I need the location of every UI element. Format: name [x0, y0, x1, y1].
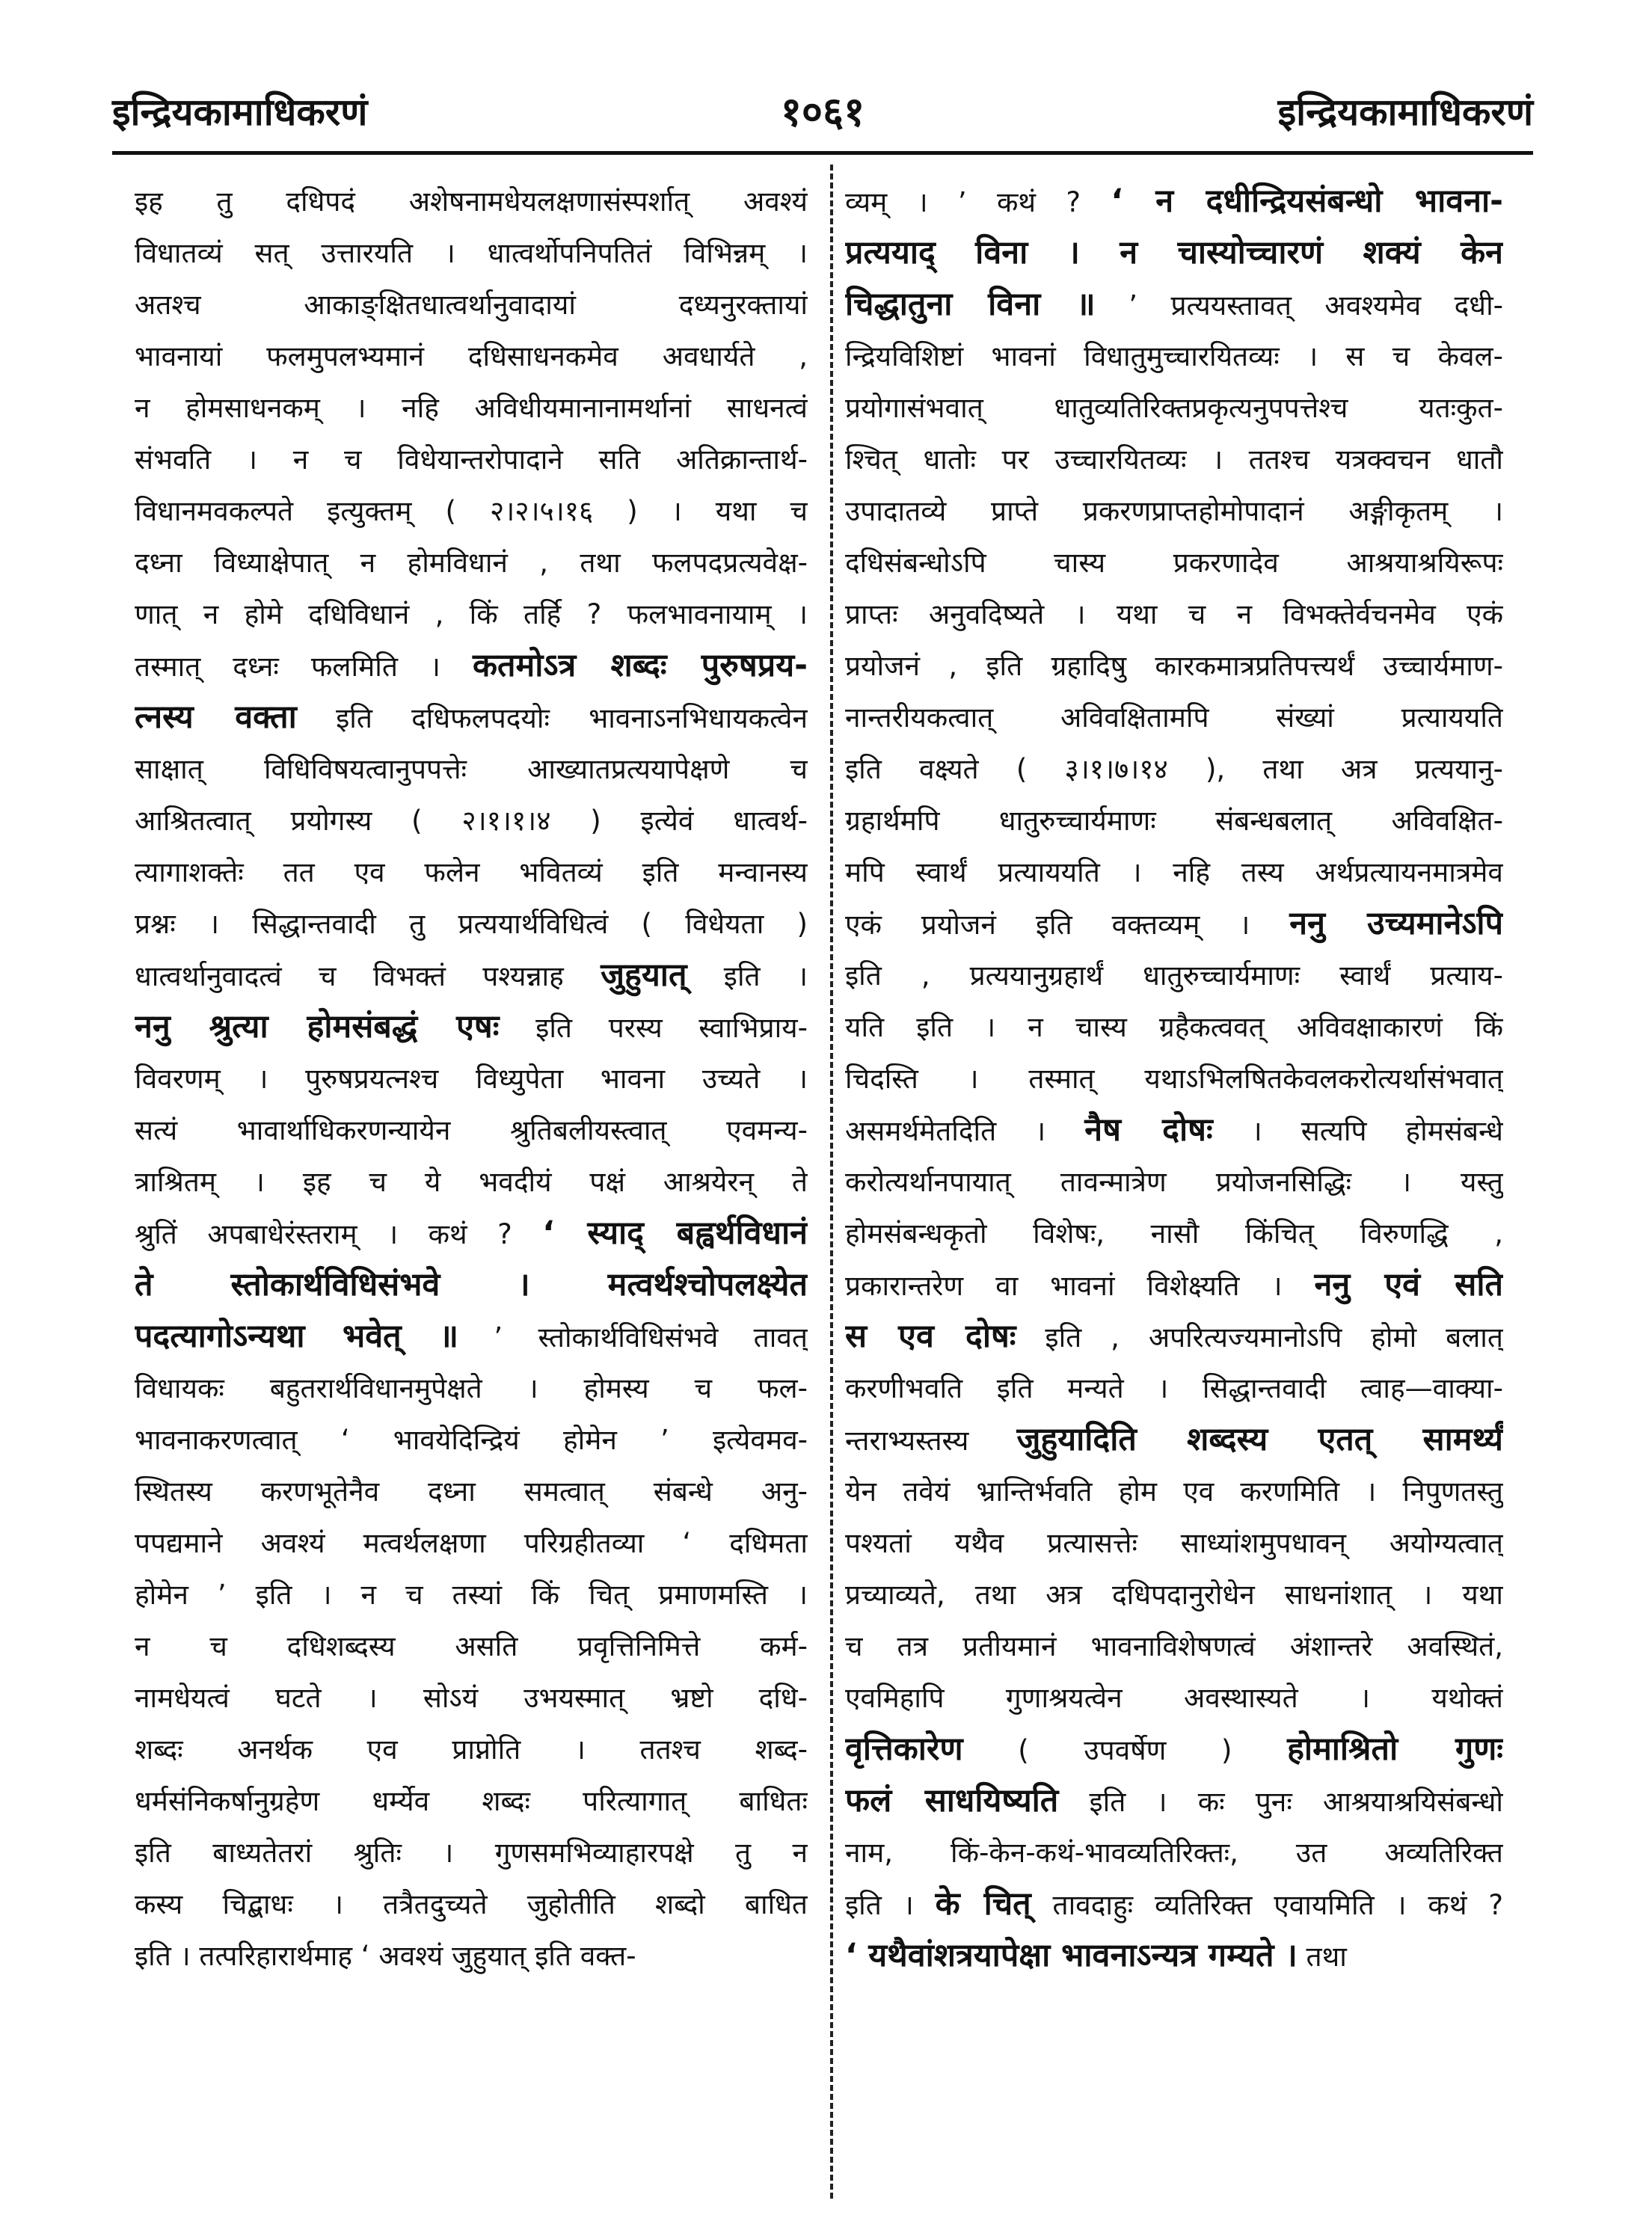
text-segment: न होमसाधनकम् । नहि अविधीयमानानामर्थानां साधनत्वं [135, 392, 808, 424]
text-segment: ग्रहार्थमपि धातुरुच्चार्यमाणः संबन्धबलात् अविवक्षित- [845, 805, 1503, 837]
text-segment: यति इति । न चास्य ग्रहैकत्ववत् अविवक्षाकारणं किं [845, 1011, 1503, 1043]
bold-text: प्रत्ययाद् विना । न चास्योच्चारणं शक्यं केन [845, 234, 1503, 271]
right-column [845, 176, 1503, 2195]
text-segment: स्थितस्य करणभूतेनैव दध्ना समत्वात् संबन्धे अनु- [135, 1475, 808, 1508]
text-line [845, 743, 1503, 795]
text-segment: आश्रितत्वात् प्रयोगस्य ( २।१।१।४ ) इत्येवं धात्वर्थ- [135, 805, 808, 837]
text-line [135, 1053, 808, 1105]
text-line [135, 1001, 808, 1053]
text-line [135, 1466, 808, 1517]
text-segment: विधानमवकल्पते इत्युक्तम् ( २।२।५।१६ ) । यथा च [135, 495, 808, 527]
text-segment: धर्मसंनिकर्षानुग्रहेण धर्म्येव शब्दः परित्यागात् बाधितः [135, 1785, 808, 1817]
text-line [845, 227, 1503, 279]
bold-text: ‘ स्याद् बह्वर्थविधानं [542, 1214, 808, 1252]
text-segment: इह तु दधिपदं अशेषनामधेयलक्षणासंस्पर्शात् अवश्यं [135, 185, 808, 218]
text-line [135, 743, 808, 795]
text-line [845, 537, 1503, 589]
text-segment: न्द्रियविशिष्टां भावनां विधातुमुच्चारयितव्यः । स च केवल- [845, 340, 1503, 372]
text-line [845, 1414, 1503, 1466]
text-line [135, 1672, 808, 1724]
text-segment: इति दधिफलपदयोः भावनाऽनभिधायकत्वेन [296, 702, 808, 734]
text-line [135, 1517, 808, 1569]
bold-text: स एव दोषः [845, 1318, 1016, 1355]
text-line [135, 176, 808, 227]
text-segment: प्रयोजनं , इति ग्रहादिषु कारकमात्रप्रतिपत्त्यर्थं उच्चार्यमाण- [845, 650, 1503, 682]
bold-text: ते स्तोकार्थविधिसंभवे । मत्वर्थश्चोपलक्ष्येत [135, 1266, 808, 1303]
text-line [845, 1105, 1503, 1156]
bold-text: वृत्तिकारेण [845, 1730, 963, 1768]
text-segment: शब्दः अनर्थक एव प्राप्नोति । ततश्च शब्द- [135, 1733, 808, 1766]
text-segment: पपद्यमाने अवश्यं मत्वर्थलक्षणा परिग्रहीतव्या ‘ दधिमता [135, 1527, 808, 1559]
text-segment: इति । तत्परिहारार्थमाह ‘ अवश्यं जुहुयात् इति वक्त- [135, 1940, 636, 1972]
text-line [845, 1517, 1503, 1569]
text-line [845, 176, 1503, 227]
left-column [135, 176, 808, 2195]
text-segment: विवरणम् । पुरुषप्रयत्नश्च विध्युपेता भावना उच्यते । [135, 1063, 808, 1095]
text-line [845, 1363, 1503, 1414]
text-segment: येन तवेयं भ्रान्तिर्भवति होम एव करणमिति । निपुणतस्तु [845, 1475, 1503, 1508]
text-line [135, 1930, 808, 1982]
text-segment: श्रुतिं अपबाधेरंस्तराम् । कथं ? [135, 1218, 543, 1250]
text-segment: अतश्च आकाङ्क्षितधात्वर्थानुवादायां दध्यनुरक्तायां [135, 289, 808, 321]
text-line [845, 1208, 1503, 1259]
text-line [845, 898, 1503, 950]
text-segment: प्रयोगासंभवात् धातुव्यतिरिक्तप्रकृत्यनुपपत्तेश्च यतःकुत- [845, 392, 1503, 424]
text-line [135, 1724, 808, 1775]
text-line [135, 434, 808, 485]
text-segment: साक्षात् विधिविषयत्वानुपपत्तेः आख्यातप्रत्ययापेक्षणे च [135, 753, 808, 785]
bold-text: ननु एवं सति [1314, 1266, 1503, 1303]
text-line [845, 640, 1503, 692]
text-segment: नामधेयत्वं घटते । सोऽयं उभयस्मात् भ्रष्टो दधि- [135, 1682, 808, 1714]
text-line [845, 1879, 1503, 1930]
text-line [135, 1827, 808, 1879]
text-segment: इति । [845, 1889, 936, 1921]
text-segment: विधायकः बहुतरार्थविधानमुपेक्षते । होमस्य च फल- [135, 1372, 808, 1404]
text-segment: प्रकारान्तरेण वा भावनां विशेक्ष्यति । [845, 1270, 1315, 1302]
text-line [845, 1930, 1503, 1982]
text-line [135, 692, 808, 743]
running-header [112, 75, 1533, 150]
text-line [845, 950, 1503, 1001]
text-segment: व्यम् । ’ कथं ? [845, 186, 1111, 218]
text-line [845, 434, 1503, 485]
bold-text: त्नस्य वक्ता [135, 698, 297, 736]
text-segment: तस्मात् दध्नः फलमिति । [135, 651, 473, 683]
text-line [845, 589, 1503, 640]
text-line [845, 382, 1503, 434]
text-segment: नाम, किं-केन-कथं-भावव्यतिरिक्तः, उत अव्यतिरिक्त [845, 1837, 1503, 1869]
column-divider [830, 165, 833, 2199]
text-line [135, 1414, 808, 1466]
bold-text: नैष दोषः [1084, 1111, 1213, 1149]
text-line [845, 1621, 1503, 1672]
text-segment: प्राप्तः अनुवदिष्यते । यथा च न विभक्तेर्वचनमेव एकं [845, 598, 1503, 630]
bold-text: होमाश्रितो गुणः [1287, 1730, 1503, 1768]
bold-text: कतमोऽत्र शब्दः पुरुषप्रय- [473, 647, 808, 684]
text-segment: एकं प्रयोजनं इति वक्तव्यम् । [845, 909, 1290, 941]
text-segment: ’ स्तोकार्थविधिसंभवे तावत् [458, 1321, 808, 1354]
bold-text: ‘ न दधीन्द्रियसंबन्धो भावना- [1111, 182, 1503, 220]
text-line [135, 485, 808, 537]
text-segment: विधातव्यं सत् उत्तारयति । धात्वर्थोपनिपतितं विभिन्नम् । [135, 237, 808, 269]
text-line [135, 1156, 808, 1208]
text-line [845, 1001, 1503, 1053]
text-line [135, 382, 808, 434]
text-line [135, 279, 808, 331]
header-title-left: इन्द्रियकामाधिकरणं [112, 90, 368, 134]
text-line [845, 1053, 1503, 1105]
text-segment: इति , अपरित्यज्यमानोऽपि होमो बलात् [1016, 1321, 1503, 1354]
text-line [135, 1879, 808, 1930]
bold-text: पदत्यागोऽन्यथा भवेत् ॥ [135, 1318, 459, 1355]
text-segment: संभवति । न च विधेयान्तरोपादाने सति अतिक्रान्तार्थ- [135, 443, 808, 476]
text-line [845, 1724, 1503, 1775]
text-line [135, 1775, 808, 1827]
text-line [845, 1311, 1503, 1363]
text-line [135, 537, 808, 589]
text-segment: इति बाध्यतेतरां श्रुतिः । गुणसमभिव्याहारपक्षे तु न [135, 1837, 808, 1869]
text-segment: भावनाकरणत्वात् ‘ भावयेदिन्द्रियं होमेन ’ इत्येवमव- [135, 1424, 808, 1456]
text-segment: प्रश्नः । सिद्धान्तवादी तु प्रत्ययार्थविधित्वं ( विधेयता ) [135, 908, 808, 940]
bold-text: ‘ यथैवांशत्रयापेक्षा भावनाऽन्यत्र गम्यते । [845, 1937, 1298, 1974]
text-line [135, 898, 808, 950]
bold-text: जुहुयात् [601, 956, 687, 994]
text-line [845, 795, 1503, 847]
text-segment: सत्यं भावार्थाधिकरणन्यायेन श्रुतिबलीयस्त्वात् एवमन्य- [135, 1114, 808, 1146]
text-segment: । सत्यपि होमसंबन्धे [1212, 1115, 1503, 1147]
text-segment: पश्यतां यथैव प्रत्यासत्तेः साध्यांशमुपधावन् अयोग्यत्वात् [845, 1527, 1503, 1559]
text-line [845, 692, 1503, 743]
text-segment: इति । [687, 960, 808, 992]
text-segment: च तत्र प्रतीयमानं भावनाविशेषणत्वं अंशान्तरे अवस्थितं, [845, 1630, 1503, 1662]
bold-text: के चित् [935, 1885, 1031, 1923]
text-line [845, 1259, 1503, 1311]
text-line [135, 331, 808, 382]
text-line [135, 1105, 808, 1156]
text-segment: दधिसंबन्धोऽपि चास्य प्रकरणादेव आश्रयाश्रयिरूपः [845, 547, 1503, 579]
text-line [845, 1569, 1503, 1621]
text-line [135, 847, 808, 898]
bold-text: चिद्धातुना विना ॥ [845, 286, 1096, 323]
text-segment: प्रच्याव्यते, तथा अत्र दधिपदानुरोधेन साधनांशात् । यथा [845, 1579, 1503, 1611]
text-line [135, 1621, 808, 1672]
text-segment: ( उपवर्षेण ) [962, 1734, 1288, 1766]
text-line [845, 1466, 1503, 1517]
text-line [845, 485, 1503, 537]
text-segment: करणीभवति इति मन्यते । सिद्धान्तवादी त्वाह—वाक्या- [845, 1372, 1503, 1404]
text-line [845, 847, 1503, 898]
text-segment: भावनायां फलमुपलभ्यमानं दधिसाधनकमेव अवधार्यते , [135, 340, 808, 372]
text-segment: उपादातव्ये प्राप्ते प्रकरणप्राप्तहोमोपादानं अङ्गीकृतम् । [845, 495, 1503, 527]
text-line [135, 1363, 808, 1414]
text-segment: न च दधिशब्दस्य असति प्रवृत्तिनिमित्ते कर्म- [135, 1630, 808, 1662]
page-number: १०६१ [780, 88, 865, 135]
text-segment: करोत्यर्थानपायात् तावन्मात्रेण प्रयोजनसिद्धिः । यस्तु [845, 1166, 1503, 1198]
text-segment: कस्य चिद्बाधः । तत्रैतदुच्यते जुहोतीति शब्दो बाधित [135, 1888, 808, 1920]
text-segment: नान्तरीयकत्वात् अविवक्षितामपि संख्यां प्रत्याययति [845, 701, 1503, 734]
text-segment: धात्वर्थानुवादत्वं च विभक्तं पश्यन्नाह [135, 960, 601, 992]
text-segment: मपि स्वार्थं प्रत्याययति । नहि तस्य अर्थप्रत्यायनमात्रमेव [845, 856, 1503, 888]
text-segment: ’ प्रत्ययस्तावत् अवश्यमेव दधी- [1095, 289, 1503, 322]
text-segment: श्चित् धातोः पर उच्चारयितव्यः । ततश्च यत्रक्वचन धातौ [845, 443, 1503, 476]
text-segment: त्राश्रितम् । इह च ये भवदीयं पक्षं आश्रयेरन् ते [135, 1166, 808, 1198]
bold-text: फलं साधयिष्यति [845, 1782, 1059, 1819]
bold-text: ननु उच्यमानेऽपि [1289, 905, 1503, 942]
text-segment: न्तराभ्यस्तस्य [845, 1425, 1017, 1457]
text-segment: इति । कः पुनः आश्रयाश्रयिसंबन्धो [1058, 1786, 1503, 1818]
text-line [135, 1311, 808, 1363]
text-line [135, 640, 808, 692]
text-line [845, 279, 1503, 331]
text-segment: दध्ना विध्याक्षेपात् न होमविधानं , तथा फलपदप्रत्यवेक्ष- [135, 547, 808, 579]
bold-text: जुहुयादिति शब्दस्य एतत् सामर्थ्यं [1016, 1421, 1503, 1458]
text-segment: होमसंबन्धकृतो विशेषः, नासौ किंचित् विरुणद्धि , [845, 1217, 1503, 1250]
text-segment: होमेन ’ इति । न च तस्यां किं चित् प्रमाणमस्ति । [135, 1579, 808, 1611]
text-line [845, 331, 1503, 382]
text-segment: चिदस्ति । तस्मात् यथाऽभिलषितकेवलकरोत्यर्थासंभवात् [845, 1063, 1503, 1095]
text-line [845, 1156, 1503, 1208]
text-segment: णात् न होमे दधिविधानं , किं तर्हि ? फलभावनायाम् । [135, 598, 808, 630]
bold-text: ननु श्रुत्या होमसंबद्धं एषः [135, 1008, 500, 1045]
text-segment: एवमिहापि गुणाश्रयत्वेन अवस्थास्यते । यथोक्तं [845, 1682, 1503, 1714]
text-line [845, 1775, 1503, 1827]
text-line [845, 1672, 1503, 1724]
text-segment: इति वक्ष्यते ( ३।१।७।१४ ), तथा अत्र प्रत्ययानु- [845, 753, 1503, 785]
header-rule [112, 151, 1533, 155]
text-line [135, 950, 808, 1001]
text-line [135, 589, 808, 640]
text-line [845, 1827, 1503, 1879]
text-segment: तथा [1297, 1941, 1347, 1973]
text-segment: इति परस्य स्वाभिप्राय- [499, 1012, 808, 1044]
text-line [135, 1259, 808, 1311]
text-line [135, 1208, 808, 1259]
header-title-right: इन्द्रियकामाधिकरणं [1277, 90, 1533, 134]
text-segment: इति , प्रत्ययानुग्रहार्थं धातुरुच्चार्यमाणः स्वार्थं प्रत्याय- [845, 959, 1503, 992]
text-line [135, 795, 808, 847]
text-line [135, 227, 808, 279]
text-line [135, 1569, 808, 1621]
text-segment: त्यागाशक्तेः तत एव फलेन भवितव्यं इति मन्वानस्य [135, 856, 808, 888]
text-segment: असमर्थमेतदिति । [845, 1115, 1085, 1147]
text-segment: तावदाहुः व्यतिरिक्त एवायमिति । कथं ? [1031, 1889, 1503, 1921]
